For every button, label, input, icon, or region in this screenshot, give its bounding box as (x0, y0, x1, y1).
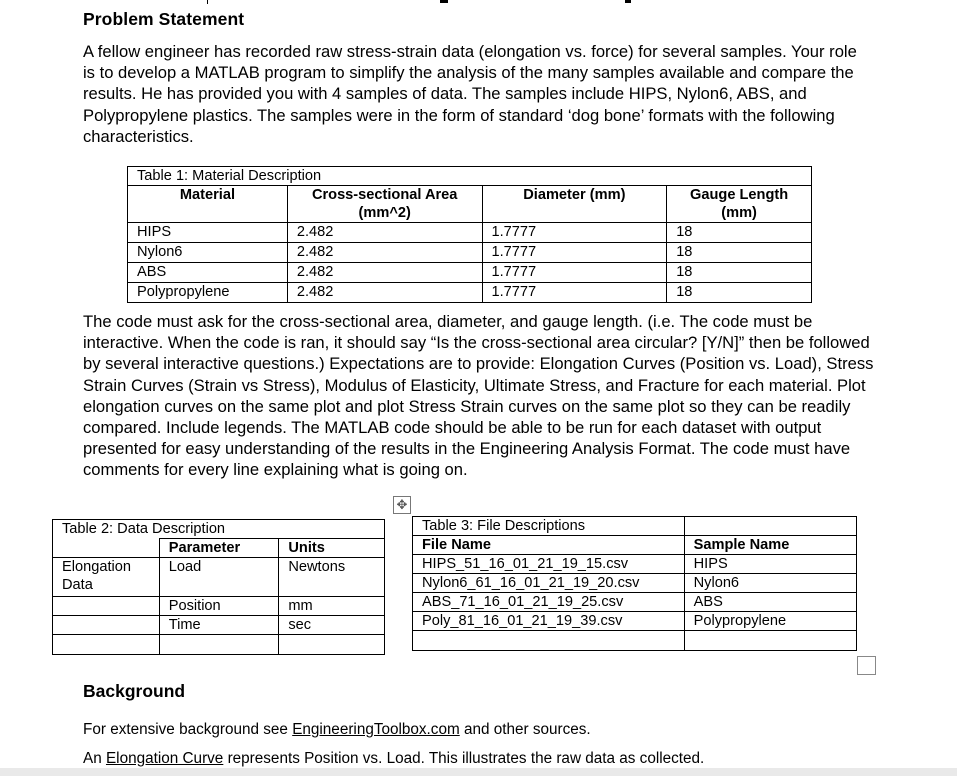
table-row (413, 631, 857, 651)
page-edge-mark (625, 0, 631, 3)
table-cell: Polypropylene (128, 283, 288, 303)
horizontal-scrollbar[interactable] (0, 768, 957, 776)
row-group-label: Elongation Data (53, 558, 160, 597)
table-cell: 2.482 (287, 283, 482, 303)
instructions-paragraph: The code must ask for the cross-sectional area, diameter, and gauge length. (i.e. The code must be interactive. When the code is ran, it should say “Is the cross-sectional area circular? [Y/N]” then be followed by several interactive questions.) Expectations are to provide: Elongation Curves (Position vs. Load), Stress Strain Curves (Strain vs Stress), Modulus of Elasticity, Ultimate Stress, and Fracture for each material. Plot elongation curves on the same plot and plot Stress Strain curves on the same plot so they can be readily compared. Include legends. The MATLAB code should be able to be run for each dataset with output presented for easy understanding of the results in the Engineering Analysis Format. The code must have comments for every line explaining what is going on. (83, 312, 874, 480)
table-cell-empty (684, 517, 856, 536)
table-cell: 18 (667, 283, 812, 303)
table-cell: 2.482 (287, 223, 482, 243)
table-cell-empty (53, 597, 160, 616)
table-header: File Name (413, 536, 685, 555)
table-cell: HIPS (684, 555, 856, 574)
material-description-table (127, 166, 812, 303)
table-cell-empty (159, 635, 279, 655)
table-row (53, 635, 385, 655)
table-header: Diameter (mm) (482, 186, 667, 223)
table-cell: HIPS_51_16_01_21_19_15.csv (413, 555, 685, 574)
page-edge-mark (207, 0, 208, 4)
table-cell: 1.7777 (482, 283, 667, 303)
table-cell: Poly_81_16_01_21_19_39.csv (413, 612, 685, 631)
background-line-2 (83, 749, 704, 768)
table-row (53, 616, 385, 635)
file-descriptions-table (412, 516, 857, 651)
table-caption: Table 1: Material Description (128, 167, 812, 186)
table-cell-empty (53, 616, 160, 635)
table-cell: ABS_71_16_01_21_19_25.csv (413, 593, 685, 612)
table-header: Gauge Length (mm) (667, 186, 812, 223)
table-header: Cross-sectional Area (mm^2) (287, 186, 482, 223)
table-cell: Nylon6 (684, 574, 856, 593)
table-row (53, 597, 385, 616)
table-cell: Time (159, 616, 279, 635)
text: and other sources. (459, 721, 591, 738)
table-cell: 18 (667, 263, 812, 283)
table-cell: ABS (128, 263, 288, 283)
table-cell-empty (279, 635, 385, 655)
table-header: Sample Name (684, 536, 856, 555)
table-row (413, 555, 857, 574)
table-cell: mm (279, 597, 385, 616)
table-header: Material (128, 186, 288, 223)
table-row (413, 612, 857, 631)
table-caption: Table 2: Data Description (53, 520, 385, 539)
table-cell-empty (53, 635, 160, 655)
table-cell: 18 (667, 243, 812, 263)
section-title-problem-statement: Problem Statement (83, 9, 245, 29)
table-cell-empty (413, 631, 685, 651)
elongation-curve-link[interactable]: Elongation Curve (105, 750, 224, 767)
table-resize-handle-icon[interactable] (857, 656, 876, 675)
engineering-toolbox-link[interactable]: EngineeringToolbox.com (292, 721, 460, 738)
table-cell-empty (53, 539, 160, 558)
table-row (53, 558, 385, 597)
table-cell: Load (159, 558, 279, 597)
table-row (128, 263, 812, 283)
table-cell: sec (279, 616, 385, 635)
table-row (413, 593, 857, 612)
text: An (83, 750, 106, 767)
table-header: Parameter (159, 539, 279, 558)
table-header: Units (279, 539, 385, 558)
table-row (128, 223, 812, 243)
data-description-table (52, 519, 385, 655)
intro-paragraph: A fellow engineer has recorded raw stress-strain data (elongation vs. force) for several samples. Your role is to develop a MATLAB program to simplify the analysis of the many samples available and compare the results. He has provided you with 4 samples of data. The samples include HIPS, Nylon6, ABS, and Polypropylene plastics. The samples were in the form of standard ‘dog bone’ formats with the following characteristics. (83, 42, 857, 146)
text: For extensive background see (83, 721, 293, 738)
table-cell: 18 (667, 223, 812, 243)
table-caption: Table 3: File Descriptions (413, 517, 685, 536)
table-cell: Newtons (279, 558, 385, 597)
background-line-1 (83, 720, 591, 739)
section-title-background: Background (83, 681, 186, 701)
table-row (128, 283, 812, 303)
table-cell: Polypropylene (684, 612, 856, 631)
table-row (413, 574, 857, 593)
table-cell: 2.482 (287, 263, 482, 283)
page-edge-mark (440, 0, 448, 3)
table-cell: HIPS (128, 223, 288, 243)
table-cell: ABS (684, 593, 856, 612)
table-cell: Nylon6_61_16_01_21_19_20.csv (413, 574, 685, 593)
table-cell-empty (684, 631, 856, 651)
table-cell: Position (159, 597, 279, 616)
table-move-handle-icon[interactable]: ✥ (393, 496, 411, 514)
table-cell: 2.482 (287, 243, 482, 263)
text: represents Position vs. Load. This illustrates the raw data as collected. (223, 750, 705, 767)
table-cell: 1.7777 (482, 243, 667, 263)
table-cell: 1.7777 (482, 263, 667, 283)
table-cell: Nylon6 (128, 243, 288, 263)
table-row (128, 243, 812, 263)
table-cell: 1.7777 (482, 223, 667, 243)
